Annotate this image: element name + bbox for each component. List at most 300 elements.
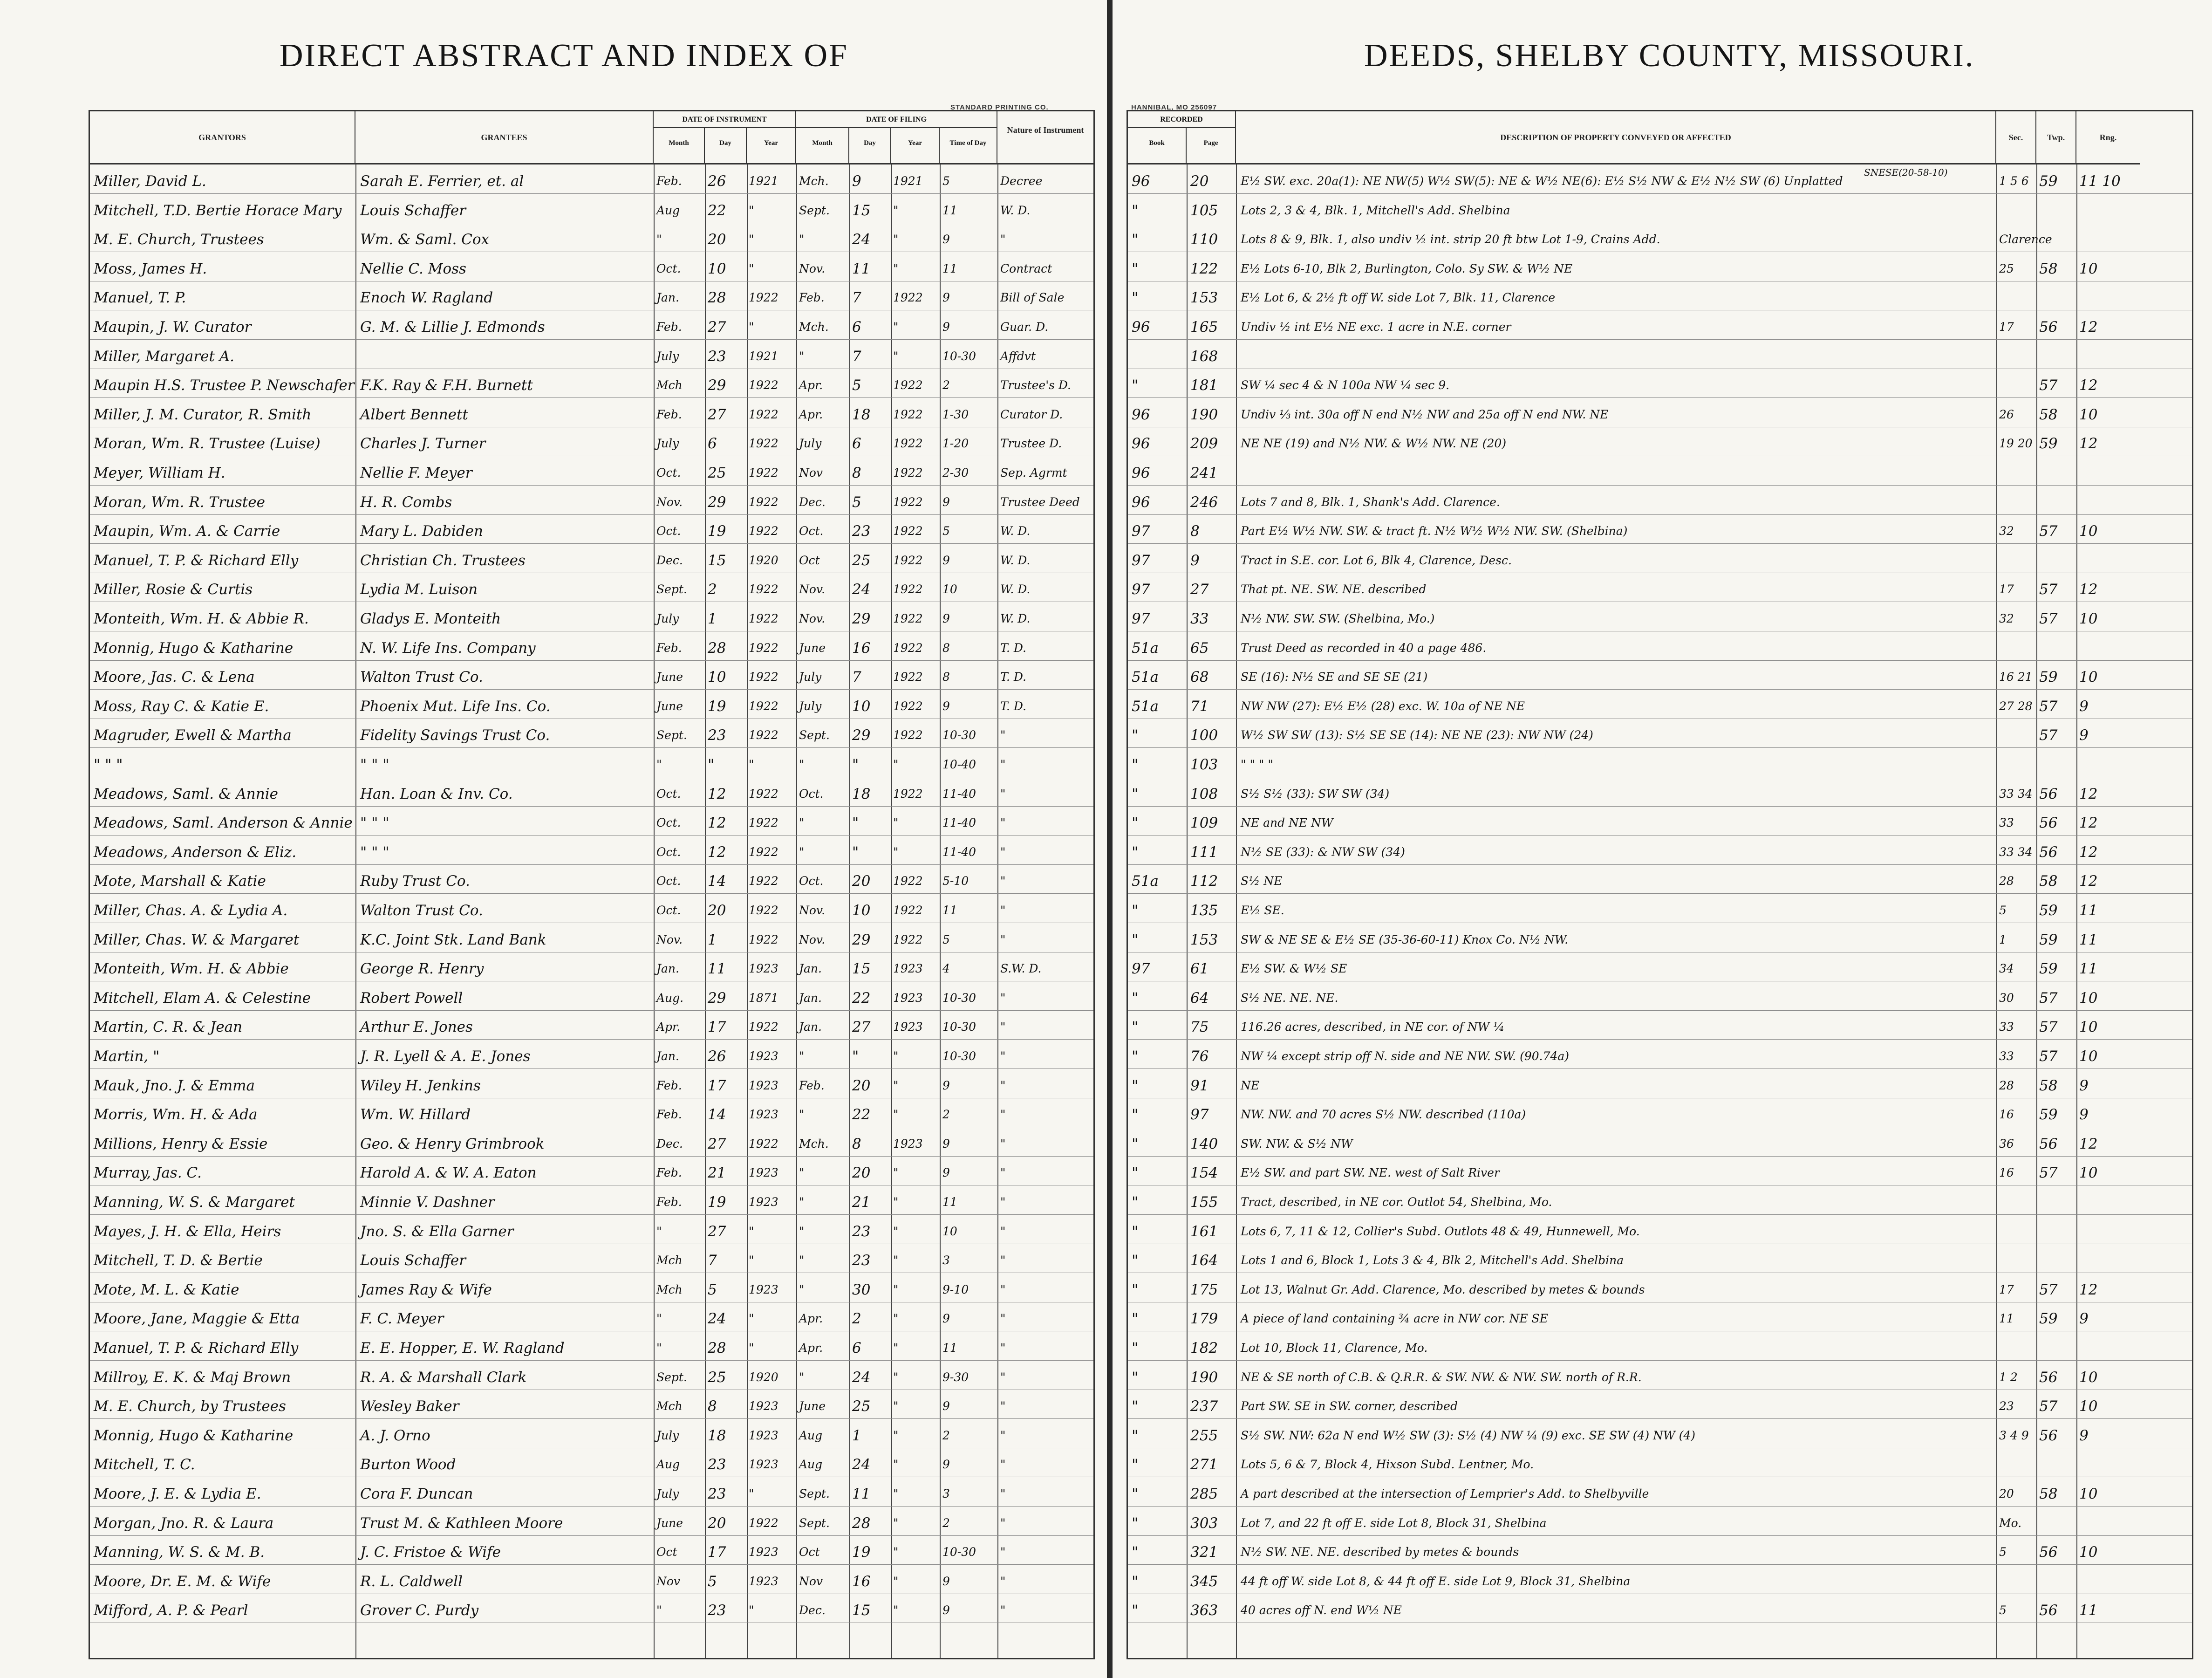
cell-im: " [656,758,662,771]
nature-header-label: Nature of Instrument [1007,125,1084,135]
cell-iy: 1923 [749,1195,778,1209]
cell-rng [2079,463,2137,483]
cell-fm: Jan. [799,991,822,1005]
cell-iy: 1922 [749,787,778,801]
cell-iy: 1920 [749,1370,778,1384]
left-rows [90,164,1093,1658]
cell-fy: " [893,1253,899,1267]
cell-rng: 10 [2079,989,2098,1007]
cell-id: 23 [708,1486,726,1502]
cell-iy: 1922 [749,466,778,479]
cell-fd: 8 [852,1135,861,1152]
cell-sec [1999,1192,2035,1212]
instr-year-header: Year [747,128,796,164]
left-table-row [90,1594,1093,1623]
cell-t: 11-40 [942,787,976,801]
cell-book: 96 [1132,465,1150,481]
cell-t: 10 [942,1224,957,1238]
cell-grantee: Burton Wood [360,1456,456,1473]
left-table-row [90,281,1093,310]
cell-rng: 12 [2079,1135,2098,1152]
cell-id: 15 [708,552,726,569]
cell-sec [1999,638,2035,658]
cell-pg: 109 [1190,815,1218,832]
cell-fm: July [799,699,822,713]
cell-t: 2 [942,1428,950,1442]
cell-sec: 5 [1999,1545,2007,1559]
cell-rng: 12 [2079,581,2098,598]
left-table-row [90,806,1093,836]
cell-sec: 25 [1999,261,2014,275]
cell-rng: 11 [2079,1602,2098,1619]
right-table-row [1128,864,2192,894]
cell-fy: 1922 [893,728,923,742]
cell-rng [2079,550,2137,571]
left-table-row [90,1507,1093,1536]
cell-sec: 32 [1999,524,2014,538]
right-table-row [1128,486,2192,515]
cell-sec: 19 20 [1999,437,2033,451]
cell-fd: 21 [852,1194,871,1211]
cell-rng [2079,229,2137,250]
cell-im: Oct [656,1545,677,1559]
cell-id: 20 [708,1514,726,1532]
cell-desc [1241,463,1994,483]
cell-iy: 1922 [749,495,778,509]
cell-im: Feb. [656,1166,682,1180]
cell-sec: 1 5 6 [1999,174,2029,188]
cell-grantee: R. L. Caldwell [360,1573,463,1590]
right-table-row [1128,1507,2192,1536]
cell-nature: " [1000,1108,1006,1122]
cell-rng [2079,492,2137,513]
cell-grantor: Mote, Marshall & Katie [94,873,266,890]
cell-desc: 44 ft off W. side Lot 8, & 44 ft off E. side Lot 9, Block 31, Shelbina [1241,1574,1631,1588]
cell-twp: 59 [2039,960,2058,978]
cell-twp: 57 [2039,1164,2058,1182]
cell-desc: Lot 10, Block 11, Clarence, Mo. [1241,1341,1428,1355]
cell-sec [1999,346,2035,367]
cell-id: 1 [708,931,717,948]
cell-im: " [656,1603,662,1617]
cell-grantee: H. R. Combs [360,493,452,511]
right-table-row [1128,1302,2192,1331]
cell-fd: 11 [852,1486,871,1502]
cell-grantee: Jno. S. & Ella Garner [360,1223,514,1240]
cell-t: 9 [942,1574,950,1588]
cell-nature: Contract [1000,261,1052,275]
cell-pg: 181 [1190,377,1218,394]
cell-fd: 18 [852,785,871,802]
cell-sec: 5 [1999,904,2007,917]
cell-fd: " [852,1048,859,1065]
cell-fy: " [893,1049,899,1063]
cell-desc: Lots 1 and 6, Block 1, Lots 3 & 4, Blk 2, Mitchell's Add. Shelbina [1241,1253,1624,1267]
cell-grantee: Christian Ch. Trustees [360,552,526,569]
cell-sec: 17 [1999,320,2014,334]
cell-book: " [1132,1252,1139,1269]
cell-grantee: " " " [360,815,389,832]
cell-fy: " [893,1341,899,1355]
left-table-row [90,369,1093,398]
cell-grantor: Meadows, Saml. Anderson & Annie [94,815,353,832]
right-table-row [1128,1594,2192,1623]
cell-fm: Apr. [799,407,823,421]
cell-t: 9 [942,1399,950,1413]
cell-desc: Undiv ½ int E½ NE exc. 1 acre in N.E. corner [1241,320,1511,334]
cell-fd: " [852,756,859,773]
cell-im: Oct. [656,261,681,275]
cell-im: Aug. [656,991,684,1005]
right-table-row [1128,573,2192,602]
cell-fm: Sept. [799,1516,830,1530]
cell-iy: 1921 [749,349,778,363]
cell-nature: Guar. D. [1000,320,1049,334]
left-table-row [90,340,1093,369]
cell-fy: 1923 [893,1020,923,1034]
cell-fm: " [799,1224,805,1238]
cell-book: " [1132,1106,1139,1123]
right-table-row [1128,602,2192,631]
cell-rng: 10 [2079,1398,2098,1415]
cell-twp: 58 [2039,406,2058,423]
cell-rng [2079,1192,2137,1212]
right-table-row [1128,1098,2192,1127]
cell-twp [2039,492,2075,513]
cell-im: Feb. [656,641,682,655]
cell-iy: 1923 [749,1166,778,1180]
cell-nature: " [1000,904,1006,917]
cell-pg: 140 [1190,1135,1218,1152]
right-table-row [1128,981,2192,1011]
left-table-row [90,544,1093,573]
cell-fy: 1922 [893,437,923,451]
cell-iy: 1923 [749,1428,778,1442]
right-ledger-table [1126,110,2193,1659]
cell-grantor: Millroy, E. K. & Maj Brown [94,1369,291,1386]
cell-grantee: Trust M. & Kathleen Moore [360,1514,563,1532]
cell-fy: 1922 [893,582,923,596]
left-table-row [90,1565,1093,1594]
cell-book: 97 [1132,960,1150,978]
cell-fd: 23 [852,1252,871,1269]
cell-grantor: Martin, " [94,1048,160,1065]
cell-desc: Lots 6, 7, 11 & 12, Collier's Subd. Outlots 48 & 49, Hunnewell, Mo. [1241,1224,1640,1238]
cell-nature: " [1000,845,1006,859]
instr-day-header: Day [705,128,747,164]
cell-iy: 1922 [749,699,778,713]
cell-nature: " [1000,728,1006,742]
cell-sec: 33 34 [1999,845,2033,859]
cell-book: 96 [1132,435,1150,452]
cell-id: 21 [708,1164,726,1182]
cell-rng [2079,754,2137,775]
cell-desc: SE (16): N½ SE and SE SE (21) [1241,670,1428,684]
cell-im: Sept. [656,1370,687,1384]
cell-twp: 56 [2039,319,2058,336]
cell-t: 10-30 [942,349,976,363]
left-table-row [90,514,1093,544]
cell-twp: 57 [2039,581,2058,598]
cell-im: " [656,233,662,247]
cell-id: 18 [708,1427,726,1444]
cell-iy: 1922 [749,816,778,830]
cell-grantor: Magruder, Ewell & Martha [94,727,292,744]
cell-pg: 110 [1190,231,1218,248]
cell-id: 28 [708,289,726,307]
twp-header [2036,111,2076,164]
cell-sec: 16 21 [1999,670,2033,684]
cell-rng: 12 [2079,319,2098,336]
cell-twp: 56 [2039,843,2058,861]
left-table-row [90,952,1093,981]
cell-id: 27 [708,406,726,423]
right-table-row [1128,806,2192,836]
cell-grantee: Grover C. Purdy [360,1602,479,1619]
cell-id: 20 [708,231,726,248]
right-table-row [1128,1156,2192,1185]
cell-fd: 24 [852,581,871,598]
cell-pg: 20 [1190,173,1209,190]
cell-fd: 7 [852,289,861,307]
cell-grantor: Maupin, Wm. A. & Carrie [94,523,280,540]
cell-iy: 1922 [749,874,778,888]
cell-fy: " [893,1224,899,1238]
cell-fy: 1922 [893,699,923,713]
cell-fy: " [893,203,899,217]
cell-iy: " [749,1312,754,1326]
instr-month-header: Month [654,128,705,164]
cell-desc: 116.26 acres, described, in NE cor. of NW ¼ [1241,1020,1505,1034]
cell-fm: Feb. [799,291,825,305]
cell-sec [1999,550,2035,571]
cell-iy: 1923 [749,962,778,976]
left-table-row [90,777,1093,807]
cell-id: 14 [708,1106,726,1123]
cell-fd: 23 [852,1223,871,1240]
cell-im: Oct. [656,524,681,538]
date-of-instrument-header: DATE OF INSTRUMENT [654,111,796,128]
cell-rng: 11 [2079,931,2098,948]
cell-grantee: Nellie F. Meyer [360,465,472,481]
cell-sec: Clarence [1999,233,2052,247]
cell-iy: 1922 [749,524,778,538]
cell-rng: 12 [2079,843,2098,861]
cell-desc: A piece of land containing ¾ acre in NW cor. NE SE [1241,1312,1548,1326]
cell-fy: " [893,1370,899,1384]
cell-fy: " [893,1195,899,1209]
cell-fd: 20 [852,873,871,890]
cell-twp: 57 [2039,523,2058,540]
cell-rng [2079,346,2137,367]
cell-fm: Apr. [799,1341,823,1355]
cell-fm: Oct [799,553,820,567]
cell-fy: " [893,1078,899,1092]
cell-grantor: Meadows, Anderson & Eliz. [94,843,297,861]
cell-id: 28 [708,1340,726,1356]
right-table-row [1128,281,2192,310]
cell-twp [2039,550,2075,571]
cell-sec: 5 [1999,1603,2007,1617]
cell-id: 10 [708,260,726,277]
cell-fy: " [893,1603,899,1617]
cell-fd: 25 [852,1398,871,1415]
cell-rng: 11 [2079,960,2098,978]
right-rows [1128,164,2192,1658]
cell-desc: " " " " [1241,758,1273,771]
right-table-row [1128,1565,2192,1594]
left-table-row [90,310,1093,340]
cell-nature: " [1000,874,1006,888]
cell-im: Oct. [656,466,681,479]
cell-im: Jan. [656,1049,679,1063]
cell-t: 11-40 [942,816,976,830]
cell-t: 5 [942,932,950,946]
left-table-row [90,398,1093,427]
cell-twp: 57 [2039,1281,2058,1298]
cell-desc: Tract in S.E. cor. Lot 6, Blk 4, Clarence, Desc. [1241,553,1512,567]
left-table-row [90,194,1093,223]
right-table-row [1128,1215,2192,1244]
cell-twp [2039,463,2075,483]
cell-desc: Lot 7, and 22 ft off E. side Lot 8, Block 31, Shelbina [1241,1516,1547,1530]
left-table-row [90,456,1093,486]
cell-iy: " [749,758,754,771]
cell-fm: " [799,845,805,859]
right-table-row [1128,748,2192,777]
cell-pg: 255 [1190,1427,1218,1444]
cell-fy: 1922 [893,932,923,946]
left-table-row [90,1535,1093,1565]
cell-fm: Sept. [799,203,830,217]
cell-sec: 17 [1999,1282,2014,1296]
left-table-row [90,573,1093,602]
cell-fm: July [799,437,822,451]
cell-pg: 103 [1190,756,1218,773]
cell-grantor: Moran, Wm. R. Trustee (Luise) [94,435,321,452]
cell-fm: Apr. [799,378,823,392]
cell-grantee: James Ray & Wife [360,1281,492,1298]
cell-grantee: J. C. Fristoe & Wife [360,1544,501,1561]
cell-fy: " [893,233,899,247]
cell-book: " [1132,1456,1139,1473]
cell-fm: " [799,233,805,247]
cell-pg: 345 [1190,1573,1218,1590]
cell-desc: Lots 2, 3 & 4, Blk. 1, Mitchell's Add. Shelbina [1241,203,1510,217]
cell-sec: 1 2 [1999,1370,2018,1384]
cell-fm: " [799,1108,805,1122]
book-header: Book [1128,128,1187,164]
cell-grantee: Mary L. Dabiden [360,523,483,540]
cell-nature: Decree [1000,174,1043,188]
cell-t: 9 [942,1603,950,1617]
cell-fd: 20 [852,1164,871,1182]
cell-id: 29 [708,377,726,394]
cell-id: 11 [708,960,726,978]
right-table-row [1128,456,2192,486]
cell-book: " [1132,785,1139,802]
left-table-row [90,1156,1093,1185]
cell-desc: SW. NW. & S½ NW [1241,1137,1353,1151]
left-table-row [90,1331,1093,1361]
cell-fd: 10 [852,902,871,919]
left-table-row [90,1010,1093,1040]
cell-fy: " [893,1166,899,1180]
cell-t: 10 [942,582,957,596]
cell-book: " [1132,931,1139,948]
cell-fd: 28 [852,1514,871,1532]
cell-im: Nov. [656,495,683,509]
cell-pg: 241 [1190,465,1218,481]
cell-grantee: Albert Bennett [360,406,468,423]
cell-pg: 182 [1190,1340,1218,1356]
cell-rng [2079,638,2137,658]
cell-grantee: Minnie V. Dashner [360,1194,495,1211]
right-table-row [1128,164,2192,194]
right-table-row [1128,1448,2192,1477]
cell-t: 9 [942,1312,950,1326]
cell-desc: Part SW. SE in SW. corner, described [1241,1399,1458,1413]
right-table-row [1128,398,2192,427]
cell-t: 5 [942,174,950,188]
cell-rng: 11 [2079,902,2098,919]
cell-t: 8 [942,670,950,684]
cell-nature: " [1000,1253,1006,1267]
grantees-header-label: GRANTEES [481,133,527,142]
cell-fy: 1922 [893,874,923,888]
right-table-row [1128,836,2192,865]
cell-twp [2039,346,2075,367]
cell-iy: 1922 [749,1020,778,1034]
cell-nature: " [1000,991,1006,1005]
cell-desc: NE and NE NW [1241,816,1333,830]
cell-im: Feb. [656,174,682,188]
cell-sec: 26 [1999,407,2014,421]
cell-desc: E½ Lot 6, & 2½ ft off W. side Lot 7, Blk. 11, Clarence [1241,291,1556,305]
left-table-row [90,223,1093,252]
cell-twp [2039,1571,2075,1592]
cell-rng: 12 [2079,815,2098,832]
cell-grantor: Maupin H.S. Trustee P. Newschafer [94,377,355,394]
cell-pg: 363 [1190,1602,1218,1619]
cell-id: 10 [708,669,726,686]
cell-im: Oct. [656,904,681,917]
cell-twp: 59 [2039,931,2058,948]
left-table-row [90,427,1093,456]
cell-iy: 1922 [749,437,778,451]
cell-grantor: Moss, Ray C. & Katie E. [94,698,269,715]
right-table-row [1128,544,2192,573]
cell-rng: 10 [2079,1486,2098,1502]
cell-nature: Curator D. [1000,407,1063,421]
cell-fy: 1922 [893,612,923,625]
cell-im: Feb. [656,407,682,421]
cell-fy: " [893,816,899,830]
cell-fy: 1923 [893,962,923,976]
right-table-row [1128,310,2192,340]
cell-rng: 10 [2079,610,2098,627]
cell-twp: 57 [2039,1398,2058,1415]
rng-header [2076,111,2140,164]
cell-nature: " [1000,233,1006,247]
cell-fm: " [799,1253,805,1267]
cell-pg: 321 [1190,1544,1218,1561]
left-table-row [90,660,1093,690]
cell-grantor: Maupin, J. W. Curator [94,319,252,336]
cell-id: 29 [708,989,726,1007]
cell-book: " [1132,1369,1139,1386]
left-imprint: STANDARD PRINTING CO. [950,103,1049,111]
